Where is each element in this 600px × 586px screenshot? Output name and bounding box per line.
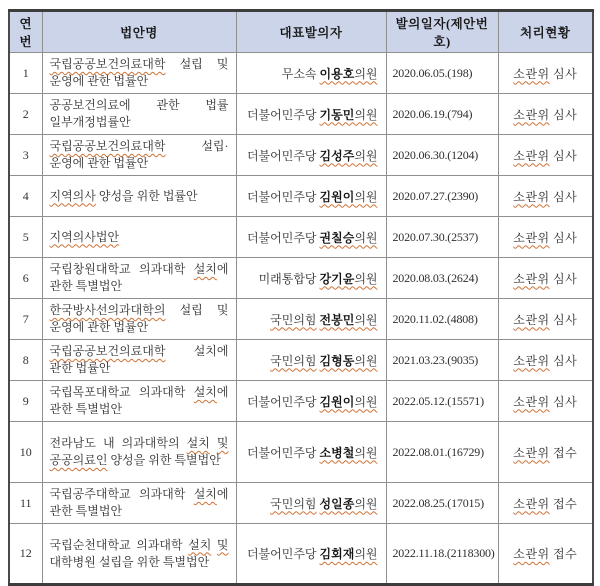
text-segment: 접수 bbox=[553, 496, 578, 511]
status-cell bbox=[498, 483, 593, 524]
header-cell-status: 처리현황 bbox=[498, 11, 593, 53]
bill-status-table bbox=[8, 9, 594, 586]
misspelling-underline: 의원 bbox=[354, 394, 378, 409]
table-row bbox=[9, 524, 593, 585]
proposal-date-cell: 2022.08.25.(17015) bbox=[386, 483, 498, 524]
misspelling-underline: 의원 bbox=[354, 445, 378, 460]
text-segment: 설치에 관한 법률안 bbox=[49, 344, 229, 375]
misspelling-underline: 한국방사선의과대학의 bbox=[49, 303, 166, 317]
misspelling-underline: 지역의사 bbox=[49, 188, 96, 203]
text-segment: 에 관한 특별법안 bbox=[49, 385, 229, 416]
table-row bbox=[9, 340, 593, 381]
row-number-cell: 11 bbox=[9, 483, 42, 524]
proposal-date-cell: 2020.08.03.(2624) bbox=[386, 258, 498, 299]
misspelling-underline: 설치 bbox=[186, 436, 210, 450]
status-cell bbox=[498, 299, 593, 340]
text-segment: 대학병원 설립을 위한 특별법안 bbox=[49, 554, 210, 569]
proposer-cell bbox=[236, 524, 386, 585]
text-segment: 설립 및 운영에 관한 법률안 bbox=[49, 303, 229, 334]
proposer-cell bbox=[236, 422, 386, 483]
proposal-date-cell: 2020.07.30.(2537) bbox=[386, 217, 498, 258]
table-row bbox=[9, 176, 593, 217]
text-segment: 더불어민주당 bbox=[246, 148, 317, 163]
misspelling-underline: 성일종 bbox=[319, 496, 355, 511]
bill-name-cell bbox=[42, 258, 236, 299]
misspelling-underline: 소관위 bbox=[513, 189, 550, 204]
misspelling-underline: 국립공공보건의료대학 bbox=[49, 57, 166, 71]
bill-name-cell bbox=[42, 340, 236, 381]
proposer-cell bbox=[236, 176, 386, 217]
misspelling-underline: 국민의힘 bbox=[270, 496, 317, 511]
table-row bbox=[9, 483, 593, 524]
bill-name-cell bbox=[42, 483, 236, 524]
row-number-cell: 4 bbox=[9, 176, 42, 217]
text-segment: 무소속 bbox=[281, 66, 317, 81]
proposal-date-cell: 2022.05.12.(15571) bbox=[386, 381, 498, 422]
misspelling-underline: 소관위 bbox=[513, 496, 550, 511]
misspelling-underline: 소관위 bbox=[513, 107, 550, 122]
misspelling-underline: 소관위 bbox=[513, 394, 550, 409]
misspelling-underline: 소관위 bbox=[513, 148, 550, 163]
proposer-cell bbox=[236, 381, 386, 422]
row-number-cell: 10 bbox=[9, 422, 42, 483]
header-cell-number: 연번 bbox=[9, 11, 42, 53]
text-segment: 심사 bbox=[553, 312, 578, 327]
row-number-cell: 3 bbox=[9, 135, 42, 176]
misspelling-underline: 설치 bbox=[193, 487, 217, 501]
proposal-date-cell: 2020.06.30.(1204) bbox=[386, 135, 498, 176]
status-cell bbox=[498, 135, 593, 176]
table-row bbox=[9, 217, 593, 258]
table-row bbox=[9, 422, 593, 483]
misspelling-underline: 강기윤 bbox=[319, 271, 355, 286]
text-segment: 접수 bbox=[553, 547, 578, 561]
text-segment: 국립창원대학교 의과대학 bbox=[49, 262, 194, 276]
bill-name-cell bbox=[42, 524, 236, 585]
misspelling-underline: 김형동 bbox=[319, 353, 355, 368]
status-cell bbox=[498, 524, 593, 585]
misspelling-underline: 기동민 bbox=[319, 107, 355, 122]
text-segment: 심사 bbox=[553, 107, 578, 122]
misspelling-underline: 설치 bbox=[188, 537, 212, 552]
text-segment: 심사 bbox=[553, 230, 578, 245]
misspelling-underline: 소병철 bbox=[319, 445, 355, 460]
proposer-cell bbox=[236, 340, 386, 381]
row-number-cell: 2 bbox=[9, 94, 42, 135]
text-segment: 더불어민주당 bbox=[246, 445, 317, 460]
status-cell bbox=[498, 381, 593, 422]
bill-name-cell bbox=[42, 422, 236, 483]
misspelling-underline: 의원 bbox=[354, 271, 378, 286]
misspelling-underline: 김성주 bbox=[319, 148, 355, 163]
text-segment: 더불어민주당 bbox=[246, 189, 317, 204]
text-segment: 전라남도 내 의과대학의 bbox=[49, 436, 187, 450]
table-row bbox=[9, 135, 593, 176]
misspelling-underline: 및 bbox=[216, 537, 229, 552]
row-number-cell: 9 bbox=[9, 381, 42, 422]
misspelling-underline: 소관위 bbox=[513, 353, 550, 368]
misspelling-underline: 김회재 bbox=[319, 547, 355, 561]
text-segment: 심사 bbox=[553, 353, 578, 368]
text-segment: 국립공주대학교 의과대학 bbox=[49, 487, 194, 501]
text-segment: 더불어민주당 bbox=[246, 547, 317, 561]
text-segment: 공공보건의료에 관한 법률 일부개정법률안 bbox=[49, 98, 229, 129]
text-segment: 심사 bbox=[553, 271, 578, 286]
text-segment: 에 관한 특별법안 bbox=[49, 487, 229, 518]
proposer-cell bbox=[236, 217, 386, 258]
row-number-cell: 6 bbox=[9, 258, 42, 299]
misspelling-underline: 의원 bbox=[354, 547, 378, 561]
misspelling-underline: 소관위 bbox=[513, 66, 550, 81]
misspelling-underline: 소관위 bbox=[513, 547, 550, 561]
proposer-cell bbox=[236, 135, 386, 176]
text-segment: 접수 bbox=[553, 445, 578, 460]
row-number-cell: 5 bbox=[9, 217, 42, 258]
text-segment: 에 관한 특별법안 bbox=[49, 262, 229, 293]
row-number-cell: 7 bbox=[9, 299, 42, 340]
misspelling-underline: 이용호 bbox=[319, 66, 355, 81]
misspelling-underline: 의원 bbox=[354, 107, 378, 122]
misspelling-underline: 소관위 bbox=[513, 445, 550, 460]
header-cell-bill-name: 법안명 bbox=[42, 11, 236, 53]
misspelling-underline: 전봉민 bbox=[319, 312, 355, 327]
header-cell-proposer: 대표발의자 bbox=[236, 11, 386, 53]
proposal-date-cell: 2021.03.23.(9035) bbox=[386, 340, 498, 381]
row-number-cell: 12 bbox=[9, 524, 42, 585]
bill-name-cell bbox=[42, 53, 236, 94]
misspelling-underline: 국립공공보건의료대학 bbox=[49, 344, 166, 358]
text-segment: 심사 bbox=[553, 66, 578, 81]
proposal-date-cell: 2020.11.02.(4808) bbox=[386, 299, 498, 340]
misspelling-underline: 김원이 bbox=[319, 189, 355, 204]
text-segment: 더불어민주당 bbox=[246, 107, 317, 122]
misspelling-underline: 설치 bbox=[193, 385, 217, 399]
proposer-cell bbox=[236, 94, 386, 135]
misspelling-underline: 의원 bbox=[354, 230, 378, 245]
text-segment: 심사 bbox=[553, 148, 578, 163]
text-segment: 미래통합당 bbox=[258, 271, 317, 286]
text-segment: 설립·운영에 관한 법률안 bbox=[49, 139, 229, 170]
misspelling-underline: 국민의힘 bbox=[270, 312, 317, 327]
text-segment bbox=[210, 436, 217, 450]
misspelling-underline: 의원 bbox=[354, 353, 378, 368]
status-cell bbox=[498, 340, 593, 381]
misspelling-underline: 의원 bbox=[354, 189, 378, 204]
text-segment: 심사 bbox=[553, 189, 578, 204]
misspelling-underline: 설치 bbox=[193, 262, 217, 276]
misspelling-underline: 국민의힘 bbox=[270, 353, 317, 368]
proposer-cell bbox=[236, 299, 386, 340]
proposer-cell bbox=[236, 483, 386, 524]
text-segment: 국립목포대학교 의과대학 bbox=[49, 385, 194, 399]
misspelling-underline: 소관위 bbox=[513, 230, 550, 245]
proposer-cell bbox=[236, 258, 386, 299]
status-cell bbox=[498, 94, 593, 135]
bill-name-cell bbox=[42, 135, 236, 176]
misspelling-underline: 의원 bbox=[354, 312, 378, 327]
text-segment: 국립순천대학교 의과대학 bbox=[49, 537, 189, 552]
status-cell bbox=[498, 176, 593, 217]
table-row bbox=[9, 381, 593, 422]
status-cell bbox=[498, 258, 593, 299]
text-segment: 설립 및 운영에 관한 법률안 bbox=[49, 57, 229, 88]
proposal-date-cell: 2020.07.27.(2390) bbox=[386, 176, 498, 217]
table-body bbox=[9, 53, 593, 585]
status-cell bbox=[498, 217, 593, 258]
proposal-date-cell: 2022.11.18.(2118300) bbox=[386, 524, 498, 585]
text-segment: 양성을 위한 특별법안 bbox=[107, 453, 221, 467]
misspelling-underline: 소관위 bbox=[513, 312, 550, 327]
bill-name-cell bbox=[42, 299, 236, 340]
table-row bbox=[9, 53, 593, 94]
status-cell bbox=[498, 422, 593, 483]
misspelling-underline: 소관위 bbox=[513, 271, 550, 286]
bill-name-cell bbox=[42, 381, 236, 422]
bill-name-cell bbox=[42, 176, 236, 217]
proposal-date-cell: 2020.06.19.(794) bbox=[386, 94, 498, 135]
row-number-cell: 8 bbox=[9, 340, 42, 381]
misspelling-underline: 의원 bbox=[354, 496, 378, 511]
table-row bbox=[9, 94, 593, 135]
misspelling-underline: 지역의사법안 bbox=[49, 229, 120, 244]
bill-name-cell bbox=[42, 217, 236, 258]
misspelling-underline: 의원 bbox=[354, 66, 378, 81]
misspelling-underline: 권칠승 bbox=[319, 230, 355, 245]
table-header-row bbox=[9, 11, 593, 53]
bill-name-cell bbox=[42, 94, 236, 135]
misspelling-underline: 김원이 bbox=[319, 394, 355, 409]
header-cell-date: 발의일자(제안번호) bbox=[386, 11, 498, 53]
table-row bbox=[9, 258, 593, 299]
table-row bbox=[9, 299, 593, 340]
proposal-date-cell: 2022.08.01.(16729) bbox=[386, 422, 498, 483]
text-segment: 더불어민주당 bbox=[246, 394, 317, 409]
misspelling-underline: 국립공공보건의료대학 bbox=[49, 139, 166, 153]
text-segment: 양성을 위한 법률안 bbox=[95, 188, 198, 203]
proposer-cell bbox=[236, 53, 386, 94]
misspelling-underline: 의원 bbox=[354, 148, 378, 163]
proposal-date-cell: 2020.06.05.(198) bbox=[386, 53, 498, 94]
row-number-cell: 1 bbox=[9, 53, 42, 94]
text-segment: 심사 bbox=[553, 394, 578, 409]
status-cell bbox=[498, 53, 593, 94]
text-segment: 더불어민주당 bbox=[246, 230, 317, 245]
misspelling-underline: 및 공공의료인 bbox=[49, 436, 229, 467]
